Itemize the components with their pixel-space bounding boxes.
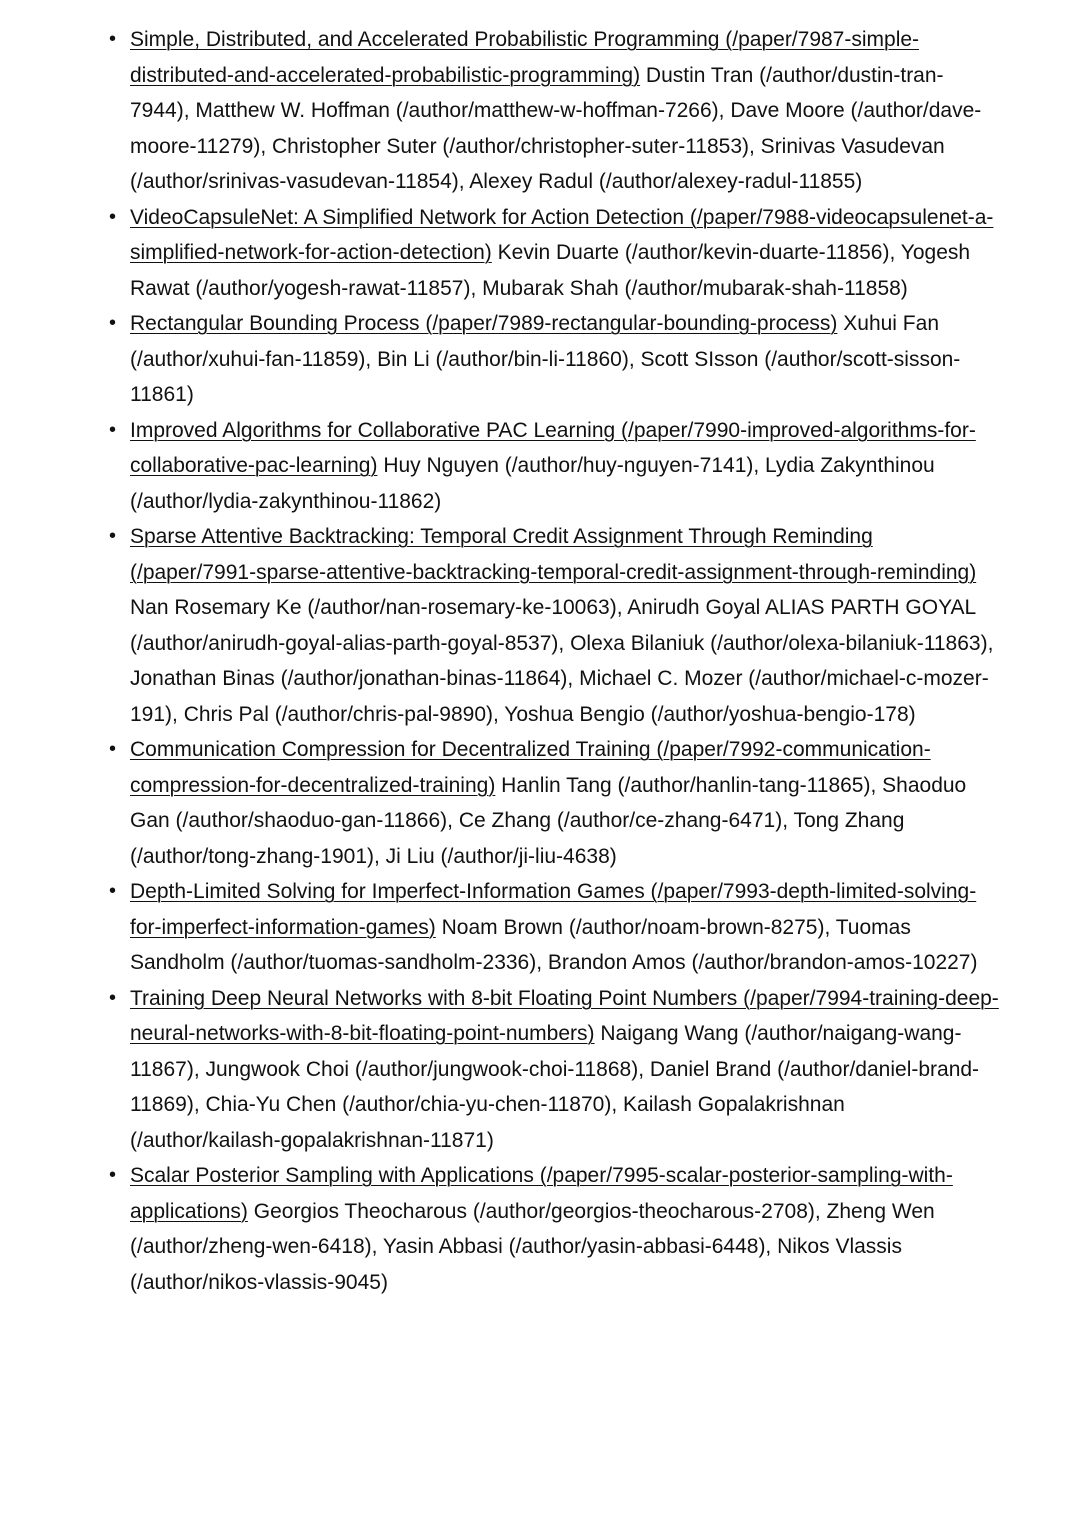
paper-link[interactable]: Improved Algorithms for Collaborative PAC Learning (/paper/7990-improved-algorithms-for-collaborative-pac-learning) <box>130 418 976 477</box>
paper-link[interactable]: Training Deep Neural Networks with 8-bit Floating Point Numbers (/paper/7994-training-deep-neural-networks-with-8-bit-floating-point-numbers) <box>130 986 999 1045</box>
list-item <box>109 732 1000 874</box>
paper-authors: Georgios Theocharous (/author/georgios-theocharous-2708), Zheng Wen (/author/zheng-wen-6418), Yasin Abbasi (/author/yasin-abbasi-6448), Nikos Vlassis (/author/nikos-vlassis-9045) <box>130 1199 935 1294</box>
paper-authors: Naigang Wang (/author/naigang-wang-11867), Jungwook Choi (/author/jungwook-choi-11868), Daniel Brand (/author/daniel-brand-11869), Chia-Yu Chen (/author/chia-yu-chen-11870), Kailash Gopalakrishnan (/author/kailash-gopalakrishnan-11871) <box>130 1022 980 1152</box>
paper-link[interactable]: Communication Compression for Decentralized Training (/paper/7992-communication-compression-for-decentralized-training) <box>130 738 931 797</box>
paper-link[interactable]: Sparse Attentive Backtracking: Temporal Credit Assignment Through Reminding (/paper/7991-sparse-attentive-backtracking-temporal-credit-assignment-through-reminding) <box>130 525 977 584</box>
list-item <box>109 519 1000 732</box>
bullet-icon: • <box>109 880 117 902</box>
paper-list <box>109 22 1000 1300</box>
paper-authors: Hanlin Tang (/author/hanlin-tang-11865), Shaoduo Gan (/author/shaoduo-gan-11866), Ce Zhang (/author/ce-zhang-6471), Tong Zhang (/author/tong-zhang-1901), Ji Liu (/author/ji-liu-4638) <box>130 773 967 868</box>
list-item <box>109 306 1000 413</box>
list-item <box>109 1158 1000 1300</box>
bullet-icon: • <box>109 28 117 50</box>
paper-authors: Huy Nguyen (/author/huy-nguyen-7141), Lydia Zakynthinou (/author/lydia-zakynthinou-11862) <box>130 454 935 513</box>
bullet-icon: • <box>109 418 117 441</box>
paper-link[interactable]: Depth-Limited Solving for Imperfect-Information Games (/paper/7993-depth-limited-solving-for-imperfect-information-games) <box>130 880 977 939</box>
list-item <box>109 874 1000 981</box>
paper-link[interactable]: VideoCapsuleNet: A Simplified Network for Action Detection (/paper/7988-videocapsulenet-a-simplified-network-for-action-detection) <box>130 205 994 264</box>
bullet-icon: • <box>109 1164 117 1186</box>
paper-authors: Kevin Duarte (/author/kevin-duarte-11856), Yogesh Rawat (/author/yogesh-rawat-11857), Mubarak Shah (/author/mubarak-shah-11858) <box>130 241 971 300</box>
paper-link[interactable]: Scalar Posterior Sampling with Applications (/paper/7995-scalar-posterior-sampling-with-applications) <box>130 1164 953 1223</box>
bullet-icon: • <box>109 525 117 547</box>
paper-link[interactable]: Simple, Distributed, and Accelerated Probabilistic Programming (/paper/7987-simple-distributed-and-accelerated-probabilistic-programming) <box>130 28 920 87</box>
list-item <box>109 22 1000 200</box>
list-item <box>109 413 1000 520</box>
paper-authors: Noam Brown (/author/noam-brown-8275), Tuomas Sandholm (/author/tuomas-sandholm-2336), Brandon Amos (/author/brandon-amos-10227) <box>130 915 978 974</box>
list-item <box>109 200 1000 307</box>
paper-authors: Nan Rosemary Ke (/author/nan-rosemary-ke-10063), Anirudh Goyal ALIAS PARTH GOYAL (/author/anirudh-goyal-alias-parth-goyal-8537), Olexa Bilaniuk (/author/olexa-bilaniuk-11863), Jonathan Binas (/author/jonathan-binas-11864), Michael C. Mozer (/author/michael-c-mozer-191), Chris Pal (/author/chris-pal-9890), Yoshua Bengio (/author/yoshua-bengio-178) <box>130 596 994 726</box>
bullet-icon: • <box>109 312 117 334</box>
paper-authors: Dustin Tran (/author/dustin-tran-7944), Matthew W. Hoffman (/author/matthew-w-hoffman-7266), Dave Moore (/author/dave-moore-11279), Christopher Suter (/author/christopher-suter-11853), Srinivas Vasudevan (/author/srinivas-vasudevan-11854), Alexey Radul (/author/alexey-radul-11855) <box>130 63 982 193</box>
paper-link[interactable]: Rectangular Bounding Process (/paper/7989-rectangular-bounding-process) <box>130 312 838 335</box>
paper-authors: Xuhui Fan (/author/xuhui-fan-11859), Bin Li (/author/bin-li-11860), Scott SIsson (/author/scott-sisson-11861) <box>130 312 961 406</box>
list-item <box>109 981 1000 1159</box>
bullet-icon: • <box>109 986 117 1009</box>
bullet-icon: • <box>109 205 117 228</box>
bullet-icon: • <box>109 738 117 760</box>
